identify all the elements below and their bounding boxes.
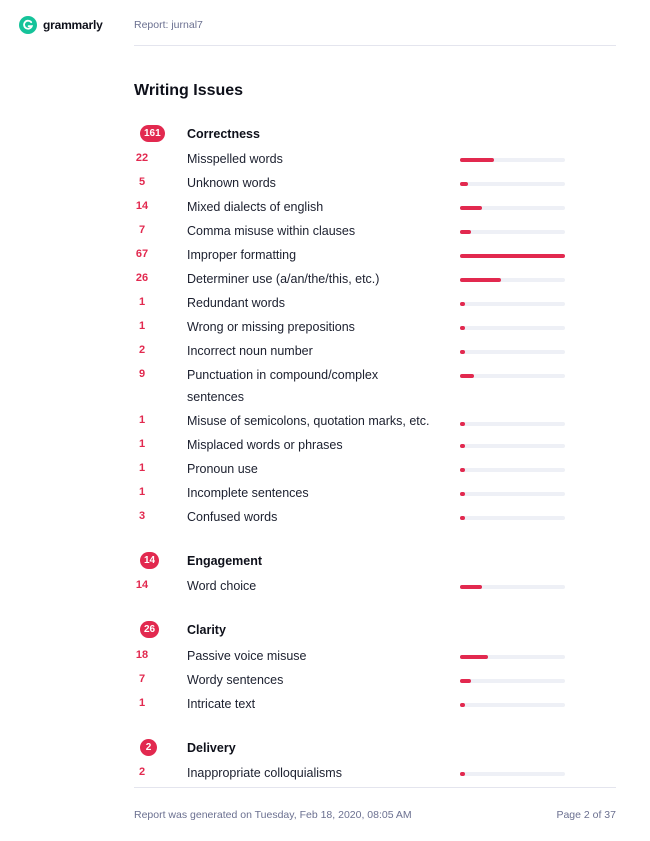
issue-bar-track xyxy=(460,516,565,520)
issue-bar-track xyxy=(460,230,565,234)
issue-bar-fill xyxy=(460,703,465,707)
issue-count: 7 xyxy=(138,673,146,685)
issue-bar-fill xyxy=(460,444,465,448)
issue-count: 18 xyxy=(135,649,149,661)
issue-count: 26 xyxy=(135,272,149,284)
group-name: Clarity xyxy=(187,623,226,637)
issue-count: 2 xyxy=(138,766,146,778)
issue-bar-fill xyxy=(460,516,465,520)
group-name: Correctness xyxy=(187,127,260,141)
issue-count: 22 xyxy=(135,152,149,164)
issue-label: Inappropriate colloquialisms xyxy=(187,766,342,780)
issue-row xyxy=(0,248,650,268)
issue-count: 67 xyxy=(135,248,149,260)
issue-row xyxy=(0,438,650,458)
issue-label: Mixed dialects of english xyxy=(187,200,324,214)
issue-row xyxy=(0,272,650,292)
issue-row xyxy=(0,224,650,244)
issue-row xyxy=(0,368,650,410)
issue-count: 7 xyxy=(138,224,146,236)
issue-bar-track xyxy=(460,326,565,330)
issue-label: Incorrect noun number xyxy=(187,344,313,358)
issue-label: Incomplete sentences xyxy=(187,486,309,500)
issue-bar-track xyxy=(460,703,565,707)
group-header-engagement xyxy=(0,552,650,572)
issue-bar-fill xyxy=(460,230,471,234)
issue-bar-fill xyxy=(460,772,465,776)
issue-row xyxy=(0,486,650,506)
issue-row xyxy=(0,200,650,220)
issue-label: Comma misuse within clauses xyxy=(187,224,356,238)
header-divider xyxy=(134,45,616,46)
issue-label: Misplaced words or phrases xyxy=(187,438,343,452)
issue-row xyxy=(0,320,650,340)
issue-row xyxy=(0,462,650,482)
issue-label: Wordy sentences xyxy=(187,673,284,687)
issue-label: Determiner use (a/an/the/this, etc.) xyxy=(187,272,380,286)
issue-bar-fill xyxy=(460,302,465,306)
section-title: Writing Issues xyxy=(134,82,244,99)
group-name: Delivery xyxy=(187,741,236,755)
issue-count: 1 xyxy=(138,414,146,426)
issue-label: Punctuation in compound/complex sentences xyxy=(187,368,379,404)
group-header-delivery xyxy=(0,739,650,759)
issue-bar-track xyxy=(460,468,565,472)
issue-row xyxy=(0,766,650,786)
footer-divider xyxy=(134,787,616,788)
issue-count: 1 xyxy=(138,320,146,332)
issue-label: Word choice xyxy=(187,579,257,593)
issue-row xyxy=(0,649,650,669)
issue-count: 1 xyxy=(138,438,146,450)
issue-bar-fill xyxy=(460,679,471,683)
issue-bar-fill xyxy=(460,374,474,378)
issue-label: Redundant words xyxy=(187,296,285,310)
page-number: Page 2 of 37 xyxy=(556,809,616,821)
issue-bar-track xyxy=(460,206,565,210)
issue-bar-fill xyxy=(460,655,488,659)
issue-bar-fill xyxy=(460,278,501,282)
issue-label: Unknown words xyxy=(187,176,276,190)
issue-count: 9 xyxy=(138,368,146,380)
issue-bar-track xyxy=(460,444,565,448)
brand-name: grammarly xyxy=(43,18,103,32)
group-total-badge: 2 xyxy=(140,739,157,756)
issue-label: Pronoun use xyxy=(187,462,258,476)
issue-row xyxy=(0,344,650,364)
issue-bar-fill xyxy=(460,422,465,426)
issue-count: 14 xyxy=(135,579,149,591)
issue-count: 1 xyxy=(138,462,146,474)
issue-row xyxy=(0,152,650,172)
issue-bar-track xyxy=(460,254,565,258)
issue-count: 5 xyxy=(138,176,146,188)
issue-bar-track xyxy=(460,422,565,426)
issue-row xyxy=(0,673,650,693)
issue-label: Confused words xyxy=(187,510,278,524)
issue-bar-fill xyxy=(460,158,494,162)
group-total-badge: 161 xyxy=(140,125,165,142)
issue-bar-track xyxy=(460,679,565,683)
issue-bar-fill xyxy=(460,585,482,589)
issue-row xyxy=(0,414,650,434)
issue-count: 2 xyxy=(138,344,146,356)
issue-label: Misuse of semicolons, quotation marks, etc. xyxy=(187,414,430,428)
group-name: Engagement xyxy=(187,554,263,568)
issue-count: 1 xyxy=(138,486,146,498)
group-header-clarity xyxy=(0,621,650,641)
issue-bar-fill xyxy=(460,182,468,186)
report-header xyxy=(0,0,650,46)
issue-label: Improper formatting xyxy=(187,248,297,262)
issue-row xyxy=(0,510,650,530)
issue-count: 3 xyxy=(138,510,146,522)
issue-bar-track xyxy=(460,278,565,282)
issue-label: Intricate text xyxy=(187,697,256,711)
issue-label: Passive voice misuse xyxy=(187,649,307,663)
issue-row xyxy=(0,697,650,717)
issue-bar-fill xyxy=(460,326,465,330)
issue-bar-fill xyxy=(460,350,465,354)
group-total-badge: 26 xyxy=(140,621,159,638)
issue-bar-track xyxy=(460,585,565,589)
issue-row xyxy=(0,176,650,196)
generated-timestamp: Report was generated on Tuesday, Feb 18, 2020, 08:05 AM xyxy=(134,809,412,821)
issue-label: Wrong or missing prepositions xyxy=(187,320,355,334)
issue-bar-track xyxy=(460,655,565,659)
issue-count: 1 xyxy=(138,697,146,709)
issue-bar-track xyxy=(460,350,565,354)
issue-row xyxy=(0,579,650,599)
issue-bar-track xyxy=(460,492,565,496)
group-total-badge: 14 xyxy=(140,552,159,569)
issue-bar-fill xyxy=(460,468,465,472)
issue-count: 1 xyxy=(138,296,146,308)
issue-bar-fill xyxy=(460,492,465,496)
issue-bar-track xyxy=(460,158,565,162)
issue-bar-fill xyxy=(460,254,565,258)
issue-bar-track xyxy=(460,374,565,378)
issue-bar-fill xyxy=(460,206,482,210)
issue-label: Misspelled words xyxy=(187,152,283,166)
group-header-correctness xyxy=(0,125,650,145)
issue-bar-track xyxy=(460,182,565,186)
report-title: Report: jurnal7 xyxy=(134,19,203,31)
issue-count: 14 xyxy=(135,200,149,212)
issue-bar-track xyxy=(460,302,565,306)
grammarly-g-icon xyxy=(19,16,37,34)
issue-row xyxy=(0,296,650,316)
issue-bar-track xyxy=(460,772,565,776)
grammarly-logo xyxy=(19,16,103,34)
